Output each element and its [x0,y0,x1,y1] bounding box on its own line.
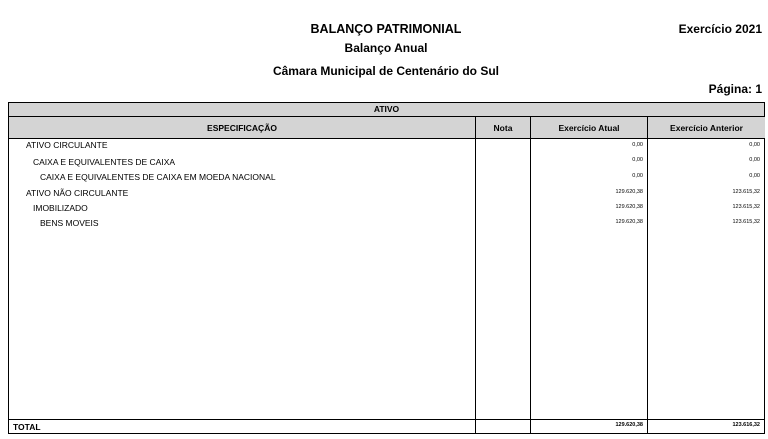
total-label: TOTAL [13,422,41,432]
row-label-ativo-nao-circulante: ATIVO NÃO CIRCULANTE [26,188,129,198]
total-value-atual: 129.620,38 [615,422,643,428]
row-label-caixa-moeda-nacional: CAIXA E EQUIVALENTES DE CAIXA EM MOEDA NACIONAL [40,172,276,182]
row-value-atual: 0,00 [632,173,643,179]
entity-name: Câmara Municipal de Centenário do Sul [272,64,500,78]
column-header-exercicio-atual: Exercício Atual [531,117,647,139]
report-subtitle: Balanço Anual [344,41,428,55]
row-value-anterior: 0,00 [749,157,760,163]
page-number: Página: 1 [708,82,762,96]
section-header-ativo: ATIVO [9,103,764,117]
column-header-especificacao: ESPECIFICAÇÃO [9,117,475,139]
column-divider [530,420,531,433]
column-header-exercicio-anterior: Exercício Anterior [648,117,765,139]
report-title: BALANÇO PATRIMONIAL [310,22,462,36]
balance-table [8,102,765,434]
row-value-anterior: 123.615,32 [732,189,760,195]
row-label-imobilizado: IMOBILIZADO [33,203,88,213]
row-value-atual: 0,00 [632,142,643,148]
total-row [9,419,764,433]
column-divider [530,117,531,433]
column-header-nota: Nota [476,117,530,139]
row-value-atual: 0,00 [632,157,643,163]
column-divider [475,117,476,433]
column-divider [647,117,648,433]
row-label-caixa-equivalentes: CAIXA E EQUIVALENTES DE CAIXA [33,157,176,167]
row-value-atual: 129.620,38 [615,204,643,210]
exercise-year: Exercício 2021 [678,22,762,36]
column-divider [475,420,476,433]
total-value-anterior: 123.616,32 [732,422,760,428]
row-label-bens-moveis: BENS MOVEIS [40,218,99,228]
row-value-anterior: 123.615,32 [732,219,760,225]
row-label-ativo-circulante: ATIVO CIRCULANTE [26,140,108,150]
row-value-anterior: 0,00 [749,173,760,179]
row-value-anterior: 0,00 [749,142,760,148]
row-value-atual: 129.620,38 [615,219,643,225]
row-value-atual: 129.620,38 [615,189,643,195]
column-divider [647,420,648,433]
row-value-anterior: 123.615,32 [732,204,760,210]
